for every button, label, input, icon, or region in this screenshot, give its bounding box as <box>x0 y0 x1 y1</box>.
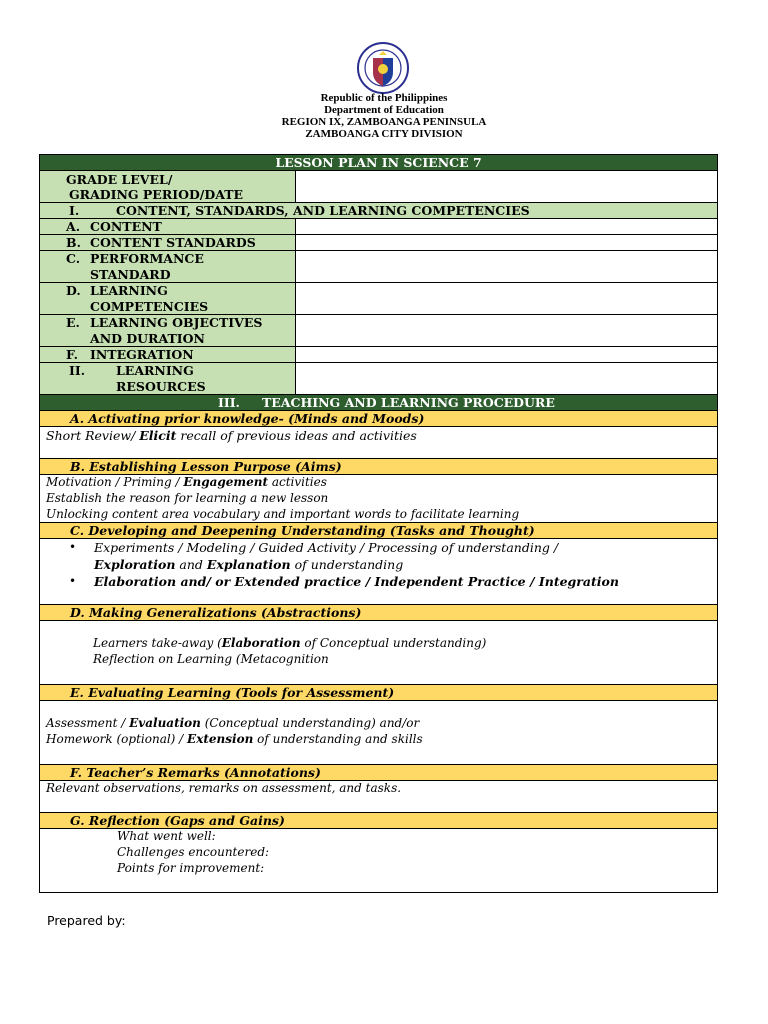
procedure-a-header: A. Activating prior knowledge- (Minds and Moods) <box>40 411 717 427</box>
header-republic: Republic of the Philippines <box>320 92 448 104</box>
header-region: REGION IX, ZAMBOANGA PENINSULA <box>281 116 487 128</box>
procedure-f-body[interactable]: Relevant observations, remarks on assessment, and tasks. <box>40 781 717 813</box>
bullet-icon: • <box>69 574 77 588</box>
lesson-plan-title <box>40 155 717 171</box>
grade-level-field[interactable] <box>296 171 717 202</box>
learning-objectives-field[interactable] <box>296 315 717 346</box>
procedure-d-header: D. Making Generalizations (Abstractions) <box>40 605 717 621</box>
procedure-b-body[interactable]: Motivation / Priming / Engagement activities Establish the reason for learning a new lesson Unlocking content area vocabulary and important words to facilitate learning <box>40 475 717 523</box>
content-row: A. CONTENT <box>40 219 717 235</box>
section-1-header: I. CONTENT, STANDARDS, AND LEARNING COMPETENCIES <box>40 203 717 219</box>
title-text: LESSON PLAN IN SCIENCE 7 <box>275 155 482 170</box>
content-label: CONTENT <box>90 219 162 234</box>
integration-row: F. INTEGRATION <box>40 347 717 363</box>
performance-standard-field[interactable] <box>296 251 717 282</box>
deped-seal-logo <box>357 42 409 94</box>
procedure-c-body[interactable]: • Experiments / Modeling / Guided Activity / Processing of understanding / Exploration and Explanation of understanding • Elaboration and/ or Extended practice / Independent Practice / Integration <box>40 539 717 605</box>
procedure-e-header: E. Evaluating Learning (Tools for Assessment) <box>40 685 717 701</box>
learning-objectives-row: E. LEARNING OBJECTIVES AND DURATION <box>40 315 717 347</box>
procedure-e-body[interactable]: Assessment / Evaluation (Conceptual understanding) and/or Homework (optional) / Extension of understanding and skills <box>40 701 717 765</box>
grade-level-label: GRADE LEVEL/ GRADING PERIOD/DATE <box>40 171 296 202</box>
performance-standard-row: C. PERFORMANCE STANDARD <box>40 251 717 283</box>
content-standards-row: B. CONTENT STANDARDS <box>40 235 717 251</box>
procedure-f-header: F. Teacher’s Remarks (Annotations) <box>40 765 717 781</box>
procedure-a-body[interactable]: Short Review/ Elicit recall of previous ideas and activities <box>40 427 717 459</box>
integration-label: INTEGRATION <box>90 347 194 362</box>
procedure-d-body[interactable]: Learners take-away (Elaboration of Conceptual understanding) Reflection on Learning (Metacognition <box>40 621 717 685</box>
prepared-by-label: Prepared by: <box>47 913 126 928</box>
section-3-header: III. TEACHING AND LEARNING PROCEDURE <box>40 395 717 411</box>
procedure-g-header: G. Reflection (Gaps and Gains) <box>40 813 717 829</box>
procedure-g-body[interactable]: What went well: Challenges encountered: Points for improvement: <box>117 829 270 875</box>
procedure-b-header: B. Establishing Lesson Purpose (Aims) <box>40 459 717 475</box>
content-standards-field[interactable] <box>296 235 717 250</box>
header-department: Department of Education <box>324 104 444 116</box>
learning-resources-row: II. LEARNING RESOURCES <box>40 363 717 395</box>
content-field[interactable] <box>296 219 717 234</box>
learning-competencies-field[interactable] <box>296 283 717 314</box>
bullet-icon: • <box>69 540 77 554</box>
integration-field[interactable] <box>296 347 717 362</box>
content-standards-label: CONTENT STANDARDS <box>90 235 256 250</box>
grade-level-row <box>40 171 717 203</box>
lesson-plan-table <box>39 154 718 893</box>
learning-resources-field[interactable] <box>296 363 717 394</box>
header-division: ZAMBOANGA CITY DIVISION <box>305 128 463 140</box>
learning-competencies-row: D. LEARNING COMPETENCIES <box>40 283 717 315</box>
procedure-c-header: C. Developing and Deepening Understanding (Tasks and Thought) <box>40 523 717 539</box>
